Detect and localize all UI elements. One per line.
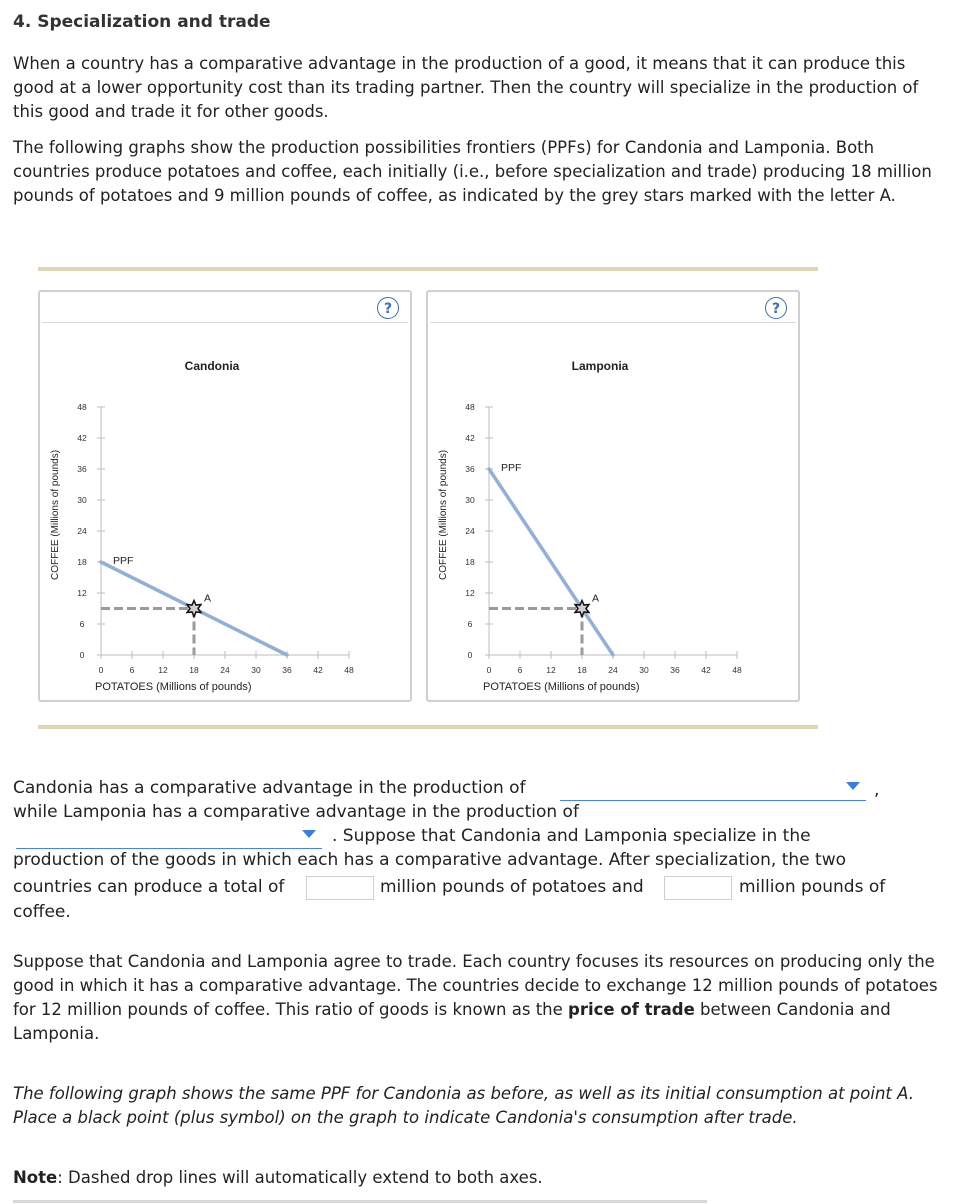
note-label: Note [13,1168,58,1187]
question-comma: , [874,780,880,800]
y-tick-label: 48 [465,402,475,412]
point-a-label: A [204,592,212,605]
potatoes-total-input[interactable] [306,876,374,900]
candonia-advantage-dropdown[interactable] [560,778,866,801]
y-tick-label: 0 [467,650,473,660]
candonia-chart [40,292,410,700]
section-title: 4. Specialization and trade [13,12,271,32]
y-tick-label: 12 [77,588,87,598]
y-tick-label: 24 [465,526,475,536]
y-tick-label: 6 [79,619,85,629]
trade-paragraph-start: Suppose that Candonia and Lamponia agree to trade. Each country focuses its resources on producing only the good in which it has a comparative advantage. The countries decide to exchange 12 million pounds of potatoes for 12 million pounds of coffee. This ratio of goods is known as the [13,952,938,1019]
lamponia-advantage-dropdown[interactable] [16,826,322,849]
y-tick-label: 24 [77,526,87,536]
question-part5: countries can produce a total of [13,877,285,897]
x-tick-label: 6 [517,665,523,675]
x-tick-label: 12 [546,665,556,675]
y-tick-label: 0 [79,650,85,660]
lamponia-chart [428,292,798,700]
graph-top-border [13,1200,707,1203]
x-tick-label: 36 [282,665,292,675]
x-tick-label: 36 [670,665,680,675]
x-tick-label: 0 [486,665,492,675]
y-tick-label: 18 [77,557,87,567]
point-a-star-icon [187,601,201,617]
trade-paragraph [13,950,943,1046]
x-tick-label: 30 [639,665,649,675]
lamponia-help-icon[interactable]: ? [765,297,787,319]
x-tick-label: 24 [608,665,618,675]
y-tick-label: 42 [465,433,475,443]
question-part2: while Lamponia has a comparative advantage in the production of [13,802,579,822]
note-text: : Dashed drop lines will automatically extend to both axes. [57,1168,543,1187]
ppf-label: PPF [113,555,134,567]
x-tick-label: 0 [98,665,104,675]
chevron-down-icon [846,782,860,790]
ppf-line [489,469,613,655]
question-part1: Candonia has a comparative advantage in the production of [13,778,526,798]
trade-paragraph-end: between Candonia and Lamponia. [13,1000,891,1043]
lamponia-graph-panel [426,290,800,702]
x-tick-label: 18 [189,665,199,675]
x-tick-label: 30 [251,665,261,675]
x-axis-label: POTATOES (Millions of pounds) [483,681,640,693]
y-tick-label: 18 [465,557,475,567]
x-tick-label: 42 [313,665,323,675]
chevron-down-icon [302,830,316,838]
bottom-divider [38,725,818,729]
x-tick-label: 48 [344,665,354,675]
price-of-trade-term: price of trade [568,1000,695,1019]
graphs-paragraph: The following graphs show the production possibilities frontiers (PPFs) for Candonia and Lamponia. Both countries produce potatoes and coffee, each initially (i.e., before specialization and trade) producing 18 million pounds of potatoes and 9 million pounds of coffee, as indicated by the grey stars marked with the letter A. [13,138,932,205]
question-part4: production of the goods in which each has a comparative advantage. After specialization, the two [13,850,847,870]
chart-title: Candonia [184,359,240,373]
intro-paragraph: When a country has a comparative advantage in the production of a good, it means that it can produce this good at a lower opportunity cost than its trading partner. Then the country will specialize in the production of this good and trade it for other goods. [13,54,919,121]
x-tick-label: 42 [701,665,711,675]
x-tick-label: 18 [577,665,587,675]
top-divider [38,267,818,271]
ppf-label: PPF [501,462,522,474]
y-tick-label: 12 [465,588,475,598]
y-tick-label: 48 [77,402,87,412]
y-tick-label: 36 [465,464,475,474]
question-part3: . Suppose that Candonia and Lamponia specialize in the [332,826,811,846]
y-tick-label: 36 [77,464,87,474]
question-part6: million pounds of potatoes and [380,877,644,897]
question-part7: million pounds of [739,877,886,897]
point-a-label: A [592,592,600,605]
y-axis-label: COFFEE (Millions of pounds) [438,449,449,581]
y-tick-label: 30 [77,495,87,505]
coffee-total-input[interactable] [664,876,732,900]
y-tick-label: 6 [467,619,473,629]
y-axis-label: COFFEE (Millions of pounds) [50,449,61,581]
x-tick-label: 24 [220,665,230,675]
y-tick-label: 42 [77,433,87,443]
candonia-help-icon[interactable]: ? [377,297,399,319]
x-tick-label: 6 [129,665,135,675]
x-tick-label: 48 [732,665,742,675]
candonia-graph-panel [38,290,412,702]
question-part8: coffee. [13,902,71,922]
x-axis-label: POTATOES (Millions of pounds) [95,681,252,693]
instruction-paragraph: The following graph shows the same PPF for Candonia as before, as well as its initial consumption at point A. Place a black point (plus symbol) on the graph to indicate Candonia's consumption after trade. [13,1084,914,1127]
y-tick-label: 30 [465,495,475,505]
chart-title: Lamponia [571,359,629,373]
x-tick-label: 12 [158,665,168,675]
note-line [13,1166,943,1190]
